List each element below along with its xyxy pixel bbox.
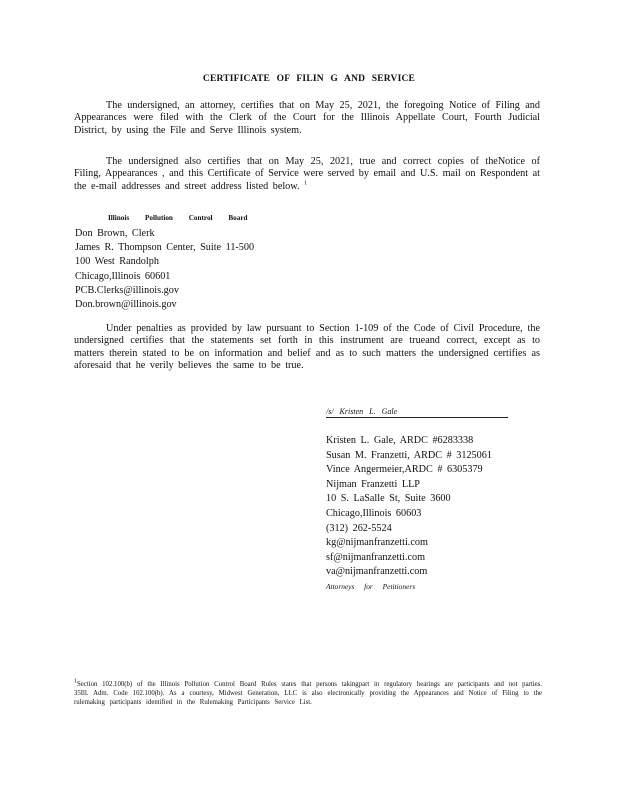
filing-paragraph	[74, 100, 540, 137]
service-paragraph	[74, 156, 540, 193]
recipient-line: Don Brown, Clerk	[75, 228, 155, 239]
service-paragraph-text: The undersigned also certifies that on May 25, 2021, true and correct copies of theNotice of Filing, Appearances , and this Certificate of Service were served by email and U.S. mail on Respondent at the e-mail addresses and street address listed below.	[74, 156, 540, 192]
footnote	[74, 680, 542, 708]
recipient-email: Don.brown@illinois.gov	[75, 299, 177, 311]
recipient-heading: Illinois Pollution Control Board	[108, 214, 248, 222]
document-title: CERTIFICATE OF FILIN G AND SERVICE	[202, 74, 416, 84]
signer-email: va@nijmanfranzetti.com	[326, 566, 428, 578]
footnote-number: 1	[74, 678, 77, 685]
recipient-line: James R. Thompson Center, Suite 11-500	[75, 242, 255, 254]
footnote-text: Section 102.100(b) of the Illinois Pollution Control Board Rules states that persons takingpart in regulatory hearings are participants and not parties. 35Ill. Adm. Code 102.100(b). As a courtesy, Midwest Generation, LLC is also electronically providing the Appearances and Notice of Filing to the rulemaking participants identified in the Rulemaking Participants Service List.	[74, 681, 542, 707]
signature-line: /s/ Kristen L. Gale	[326, 407, 508, 418]
signer-role: Attorneys for Petitioners	[326, 581, 416, 591]
signer-line: Kristen L. Gale, ARDC #6283338	[326, 435, 474, 446]
recipient-line: Chicago,Illinois 60601	[75, 270, 171, 282]
signer-block	[326, 434, 492, 595]
footnote-marker: 1	[304, 180, 308, 187]
recipient-address-block	[75, 227, 254, 312]
recipient-line: 100 West Randolph	[75, 256, 159, 268]
firm-name: Nijman Franzetti LLP	[326, 478, 420, 490]
signer-line: Vince Angermeier,ARDC # 6305379	[326, 464, 483, 476]
signer-email: sf@nijmanfranzetti.com	[326, 551, 426, 563]
firm-city: Chicago,Illinois 60603	[326, 507, 422, 519]
firm-phone: (312) 262-5524	[326, 522, 392, 534]
signer-line: Susan M. Franzetti, ARDC # 3125061	[326, 449, 492, 461]
certification-paragraph	[74, 323, 540, 373]
filing-paragraph-text: The undersigned, an attorney, certifies that on May 25, 2021, the foregoing Notice of Filing and Appearances were filed with the Clerk of the Court for the Illinois Appellate Court, Fourth Judicial District, by using the File and Serve Illinois system.	[74, 100, 540, 136]
recipient-email: PCB.Clerks@illinois.gov	[75, 284, 179, 296]
signer-email: kg@nijmanfranzetti.com	[326, 537, 428, 549]
certification-paragraph-text: Under penalties as provided by law pursuant to Section 1-109 of the Code of Civil Procedure, the undersigned certifies that the statements set forth in this instrument are trueand correct, except as to matters therein stated to be on information and belief and as to such matters the undersigned certifies as aforesaid that he verily believes the same to be true.	[74, 323, 540, 372]
firm-address: 10 S. LaSalle St, Suite 3600	[326, 493, 451, 505]
